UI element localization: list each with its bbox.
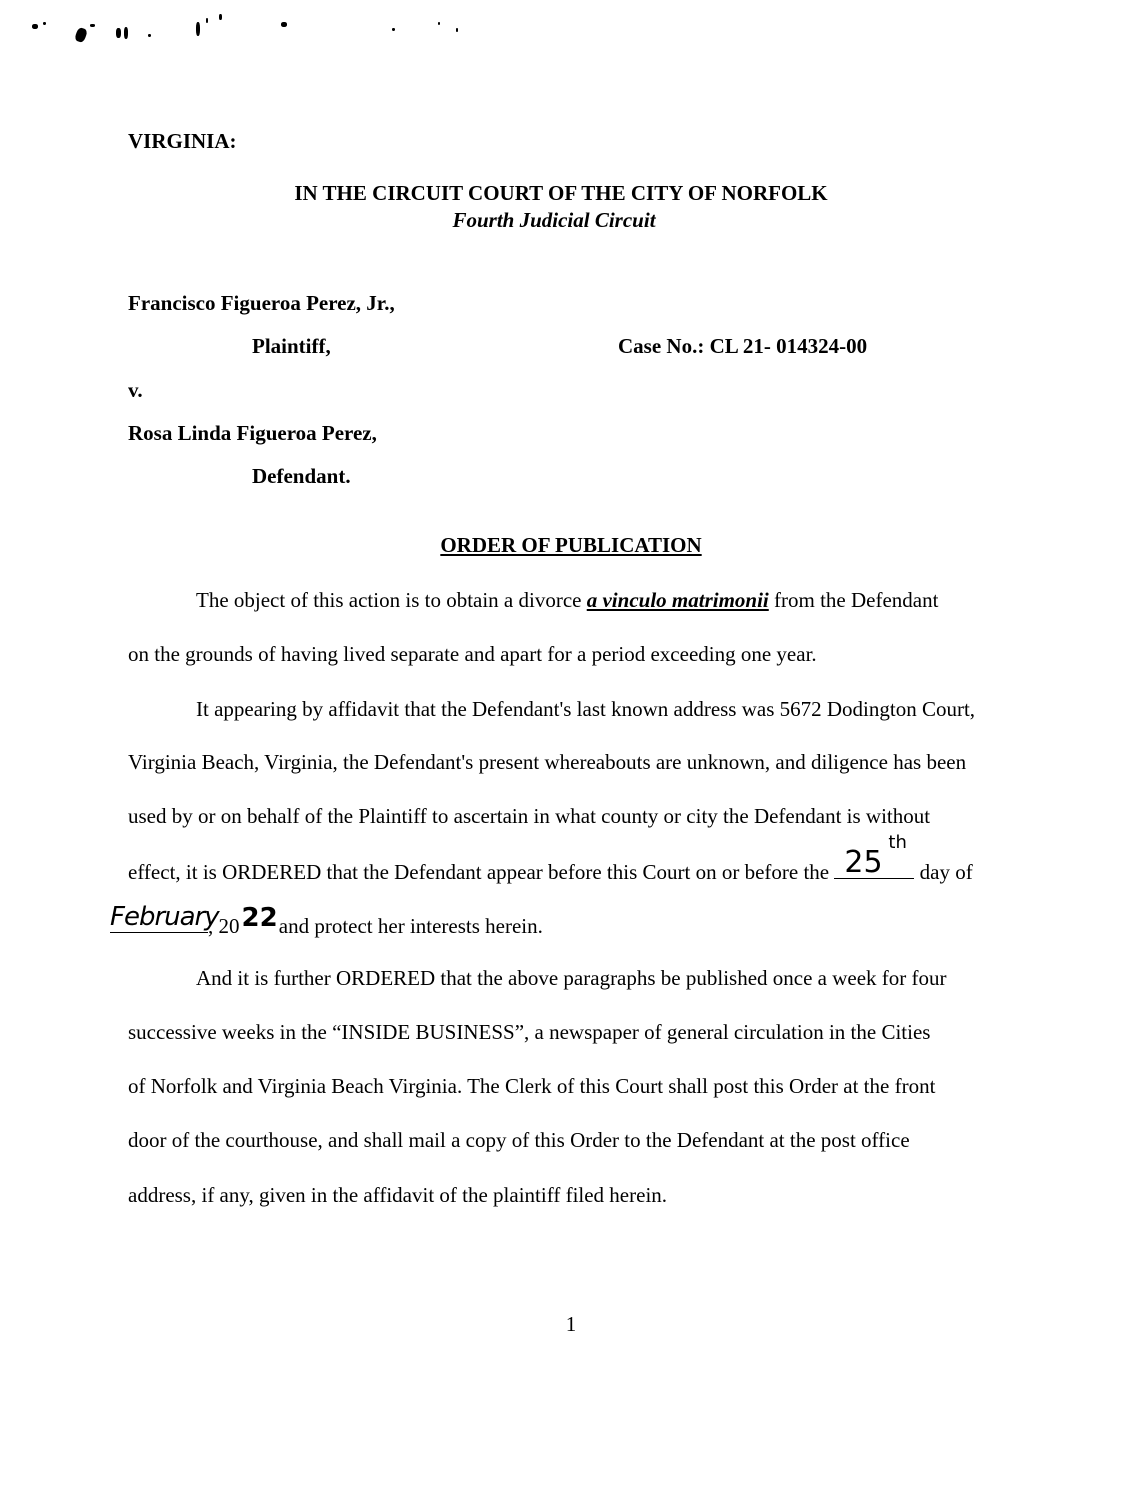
paragraph-1-line-2: on the grounds of having lived separate and apart for a period exceeding one year. (128, 642, 817, 666)
court-heading: IN THE CIRCUIT COURT OF THE CITY OF NORFOLK (294, 181, 828, 205)
paragraph-2-line-4: effect, it is ORDERED that the Defendant appear before this Court on or before the 25 th day of (128, 832, 973, 884)
plaintiff-name: Francisco Figueroa Perez, Jr., (128, 291, 395, 315)
paragraph-2-line-1: It appearing by affidavit that the Defendant's last known address was 5672 Dodington Court, (196, 697, 976, 721)
year-blank (240, 903, 278, 933)
paragraph-3-line-5: address, if any, given in the affidavit of the plaintiff filed herein. (128, 1183, 668, 1207)
latin-term: a vinculo matrimonii (586, 588, 769, 612)
handwritten-year: 22 (241, 903, 278, 933)
paragraph-1-line-1: The object of this action is to obtain a divorce a vinculo matrimonii from the Defendant (196, 588, 939, 612)
handwritten-day: 25 (844, 845, 883, 880)
defendant-name: Rosa Linda Figueroa Perez, (128, 421, 377, 445)
paragraph-3-line-1: And it is further ORDERED that the above paragraphs be published once a week for four (196, 966, 947, 990)
page-number: 1 (565, 1312, 577, 1336)
defendant-role: Defendant. (252, 464, 351, 488)
handwritten-month: February (110, 902, 219, 932)
versus: v. (128, 378, 143, 402)
day-blank (834, 832, 914, 880)
paragraph-3-line-3: of Norfolk and Virginia Beach Virginia. The Clerk of this Court shall post this Order at the front (128, 1074, 936, 1098)
document-title: ORDER OF PUBLICATION (440, 533, 702, 557)
paragraph-2-line-3: used by or on behalf of the Plaintiff to ascertain in what county or city the Defendant is without (128, 804, 931, 828)
month-blank (110, 902, 219, 933)
paragraph-2-line-2: Virginia Beach, Virginia, the Defendant's present whereabouts are unknown, and diligence has been (128, 750, 967, 774)
state-heading: VIRGINIA: (128, 129, 237, 153)
case-number: Case No.: CL 21- 014324-00 (618, 334, 868, 358)
circuit-heading: Fourth Judicial Circuit (452, 208, 656, 232)
paragraph-2-line-5: February , 20 22 and protect her interests herein. (110, 902, 543, 938)
paragraph-3-line-4: door of the courthouse, and shall mail a copy of this Order to the Defendant at the post office (128, 1128, 910, 1152)
plaintiff-role: Plaintiff, (252, 334, 331, 358)
paragraph-3-line-2: successive weeks in the “INSIDE BUSINESS”, a newspaper of general circulation in the Cities (128, 1020, 931, 1044)
handwritten-day-suffix: th (888, 832, 907, 853)
